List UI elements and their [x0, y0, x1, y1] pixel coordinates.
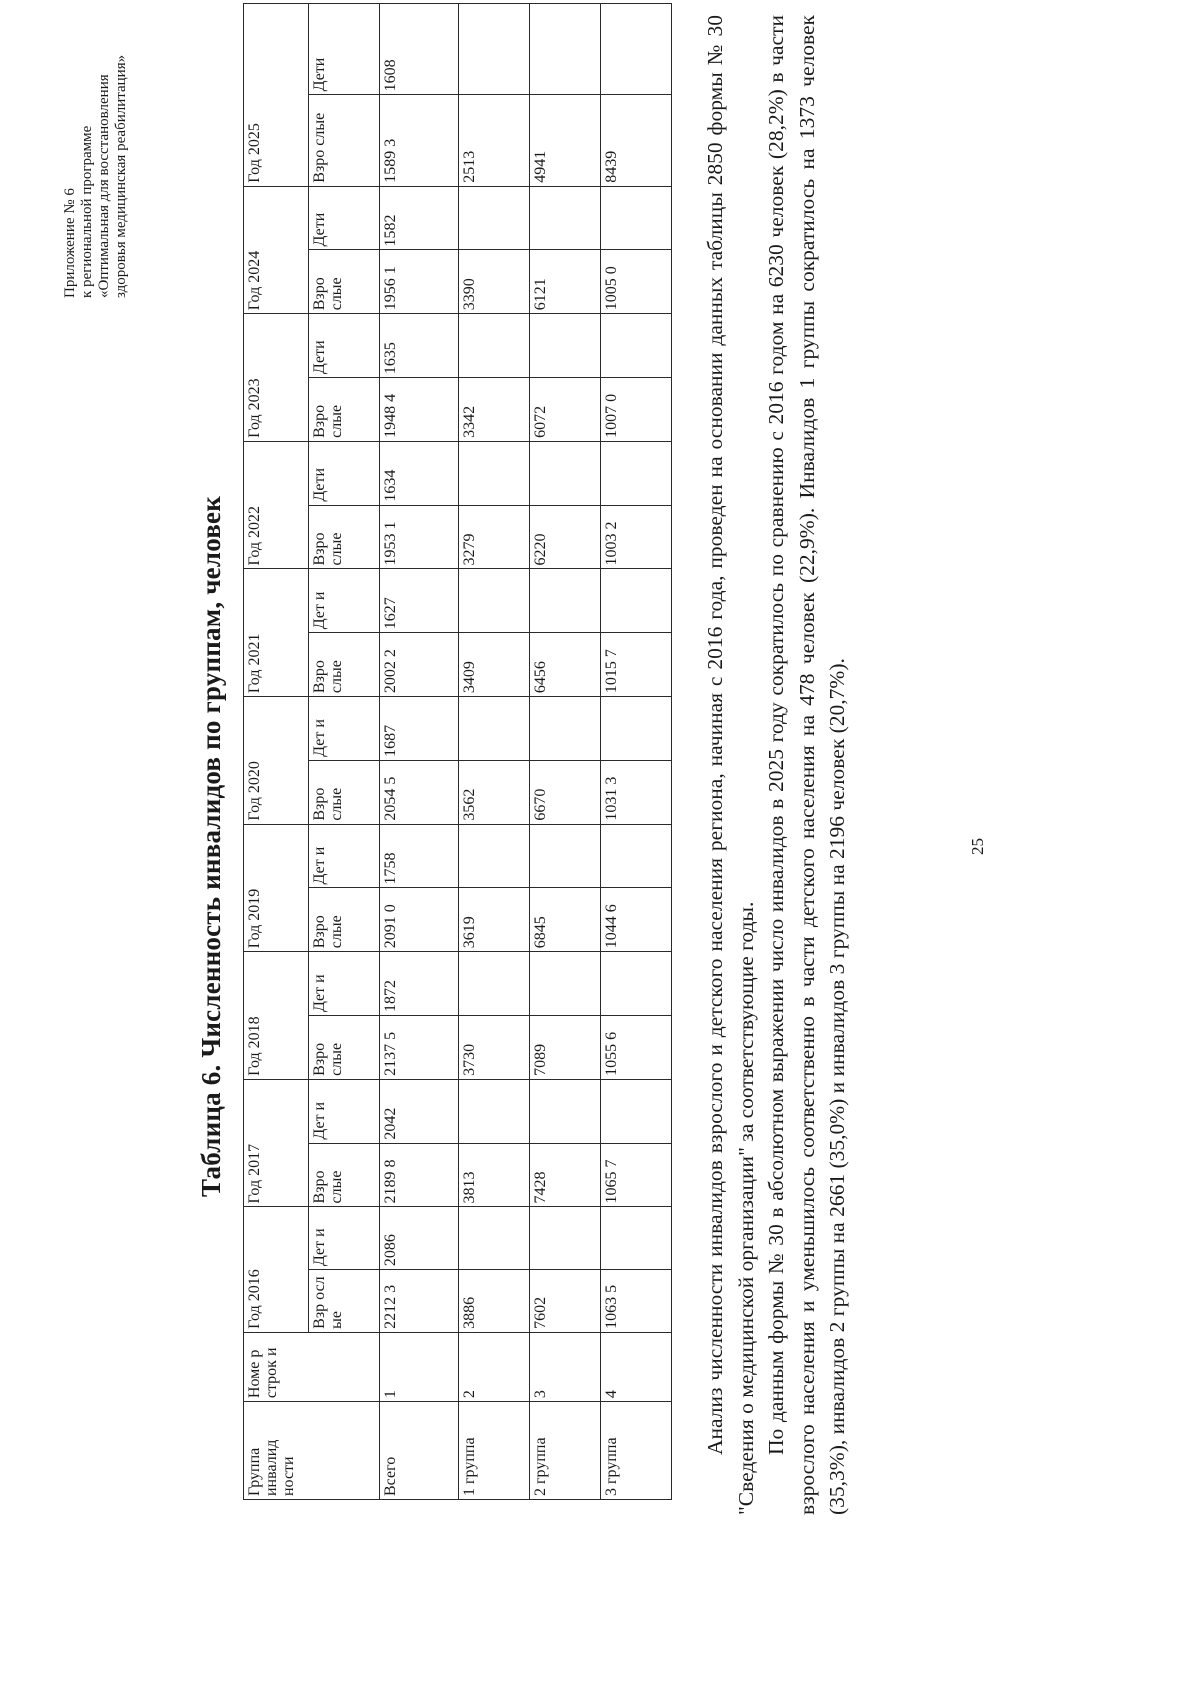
- children-subheader: Дет и: [309, 824, 380, 888]
- adults-value-cell: 1044 6: [601, 888, 672, 952]
- year-header: Год 2022: [244, 441, 309, 569]
- children-value-cell: [459, 952, 530, 1016]
- adults-value-cell: 3279: [459, 505, 530, 569]
- row-number-cell: 1: [380, 1332, 459, 1401]
- group-cell: 3 группа: [601, 1402, 672, 1500]
- year-header-row: [244, 4, 309, 1500]
- adults-value-cell: 3730: [459, 1016, 530, 1080]
- children-value-cell: [530, 1079, 601, 1143]
- adults-value-cell: 1589 3: [380, 95, 459, 186]
- children-value-cell: 1608: [380, 4, 459, 95]
- adults-value-cell: 3390: [459, 250, 530, 314]
- children-value-cell: 1635: [380, 314, 459, 378]
- children-value-cell: [601, 4, 672, 95]
- children-value-cell: 1582: [380, 186, 459, 250]
- adults-value-cell: 1055 6: [601, 1016, 672, 1080]
- group-cell: 2 группа: [530, 1402, 601, 1500]
- adults-value-cell: 3886: [459, 1270, 530, 1333]
- table-row: [459, 4, 530, 1500]
- children-subheader: Дети: [309, 186, 380, 250]
- year-header: Год 2023: [244, 314, 309, 442]
- children-value-cell: [459, 314, 530, 378]
- adults-value-cell: 1063 5: [601, 1270, 672, 1333]
- adults-subheader: Взр осл ые: [309, 1270, 380, 1333]
- adults-value-cell: 3813: [459, 1143, 530, 1207]
- adults-value-cell: 2002 2: [380, 633, 459, 697]
- analysis-paragraph-2: По данным формы № 30 в абсолютном выражении число инвалидов в 2025 году сократилось по сравнению с 2016 годом на 6230 человек (28,2%) в части взрослого населения и уменьшилось соответственно в части детского населения на 478 человек (22,9%). Инвалидов 1 группы сократилось на 1373 человек (35,3%), инвалидов 2 группы на 2661 (35,0%) и инвалидов 3 группы на 2196 человек (20,7%).: [764, 15, 849, 1515]
- children-value-cell: 2086: [380, 1207, 459, 1270]
- children-value-cell: [530, 186, 601, 250]
- adults-value-cell: 6845: [530, 888, 601, 952]
- row-number-cell: 3: [530, 1332, 601, 1401]
- children-value-cell: [601, 314, 672, 378]
- children-value-cell: [601, 441, 672, 505]
- adults-value-cell: 3409: [459, 633, 530, 697]
- adults-value-cell: 2212 3: [380, 1270, 459, 1333]
- year-header: Год 2019: [244, 824, 309, 952]
- children-value-cell: 1634: [380, 441, 459, 505]
- adults-value-cell: 1015 7: [601, 633, 672, 697]
- children-value-cell: [530, 824, 601, 888]
- adults-value-cell: 6670: [530, 760, 601, 824]
- children-value-cell: [601, 697, 672, 761]
- subheader-row: [309, 4, 380, 1500]
- children-value-cell: [601, 1207, 672, 1270]
- adults-value-cell: 6121: [530, 250, 601, 314]
- page-number: 25: [968, 838, 987, 855]
- adults-value-cell: 1948 4: [380, 378, 459, 442]
- adults-subheader: Взро слые: [309, 760, 380, 824]
- adults-value-cell: 2054 5: [380, 760, 459, 824]
- children-subheader: Дет и: [309, 1207, 380, 1270]
- children-subheader: Дет и: [309, 697, 380, 761]
- adults-value-cell: 6072: [530, 378, 601, 442]
- analysis-text: [700, 15, 853, 1515]
- year-header: Год 2018: [244, 952, 309, 1080]
- children-value-cell: [530, 441, 601, 505]
- children-value-cell: [530, 569, 601, 633]
- children-value-cell: [459, 824, 530, 888]
- year-header: Год 2017: [244, 1079, 309, 1207]
- children-value-cell: [601, 569, 672, 633]
- adults-subheader: Взро слые: [309, 378, 380, 442]
- children-subheader: Дет и: [309, 569, 380, 633]
- row-number-cell: 2: [459, 1332, 530, 1401]
- analysis-paragraph-1: Анализ численности инвалидов взрослого и детского населения региона, начиная с 2016 года, проведен на основании данных таблицы 2850 формы № 30 "Сведения о медицинской организации" за соответствующие годы.: [703, 15, 758, 1515]
- children-subheader: Дети: [309, 314, 380, 378]
- adults-value-cell: 6220: [530, 505, 601, 569]
- table-row: [380, 4, 459, 1500]
- table-row: [601, 4, 672, 1500]
- adults-value-cell: 1065 7: [601, 1143, 672, 1207]
- appendix-note: [62, 18, 130, 298]
- children-value-cell: [459, 1207, 530, 1270]
- children-value-cell: [459, 1079, 530, 1143]
- adults-value-cell: 7089: [530, 1016, 601, 1080]
- children-value-cell: [601, 1079, 672, 1143]
- adults-value-cell: 1007 0: [601, 378, 672, 442]
- adults-value-cell: 1956 1: [380, 250, 459, 314]
- children-subheader: Дети: [309, 441, 380, 505]
- adults-subheader: Взро слые: [309, 95, 380, 186]
- children-value-cell: [530, 952, 601, 1016]
- children-value-cell: [459, 697, 530, 761]
- children-value-cell: 1758: [380, 824, 459, 888]
- adults-value-cell: 1953 1: [380, 505, 459, 569]
- year-header: Год 2020: [244, 697, 309, 825]
- year-header: Год 2024: [244, 186, 309, 314]
- adults-value-cell: 8439: [601, 95, 672, 186]
- children-value-cell: [459, 186, 530, 250]
- children-value-cell: [459, 569, 530, 633]
- adults-subheader: Взро слые: [309, 888, 380, 952]
- table-title: Таблица 6. Численность инвалидов по группам, человек: [196, 496, 226, 1197]
- adults-value-cell: 2513: [459, 95, 530, 186]
- children-value-cell: [601, 824, 672, 888]
- children-subheader: Дет и: [309, 952, 380, 1016]
- children-value-cell: 1872: [380, 952, 459, 1016]
- adults-value-cell: 2091 0: [380, 888, 459, 952]
- children-value-cell: [530, 697, 601, 761]
- adults-value-cell: 1031 3: [601, 760, 672, 824]
- adults-value-cell: 2137 5: [380, 1016, 459, 1080]
- adults-value-cell: 6456: [530, 633, 601, 697]
- adults-value-cell: 3562: [459, 760, 530, 824]
- children-value-cell: [530, 4, 601, 95]
- row-number-column-header: Номе р строк и: [244, 1332, 380, 1401]
- adults-value-cell: 3342: [459, 378, 530, 442]
- children-value-cell: 1687: [380, 697, 459, 761]
- row-number-cell: 4: [601, 1332, 672, 1401]
- appendix-line: к региональной программе: [79, 125, 95, 298]
- children-subheader: Дети: [309, 4, 380, 95]
- children-value-cell: [601, 186, 672, 250]
- group-cell: Всего: [380, 1402, 459, 1500]
- disability-table-wrapper: [243, 3, 672, 1500]
- children-value-cell: 2042: [380, 1079, 459, 1143]
- table-body: [380, 4, 672, 1500]
- adults-value-cell: 4941: [530, 95, 601, 186]
- children-value-cell: [459, 4, 530, 95]
- adults-value-cell: 3619: [459, 888, 530, 952]
- children-value-cell: [459, 441, 530, 505]
- children-value-cell: [530, 1207, 601, 1270]
- year-header: Год 2016: [244, 1207, 309, 1332]
- adults-value-cell: 2189 8: [380, 1143, 459, 1207]
- adults-subheader: Взро слые: [309, 250, 380, 314]
- group-cell: 1 группа: [459, 1402, 530, 1500]
- appendix-line: «Оптимальная для восстановления: [96, 74, 112, 298]
- adults-subheader: Взро слые: [309, 633, 380, 697]
- adults-value-cell: 7428: [530, 1143, 601, 1207]
- table-row: [530, 4, 601, 1500]
- adults-subheader: Взро слые: [309, 1143, 380, 1207]
- children-value-cell: [530, 314, 601, 378]
- appendix-line: здоровья медицинская реабилитация»: [113, 54, 129, 298]
- year-header: Год 2021: [244, 569, 309, 697]
- appendix-line: Приложение № 6: [62, 188, 78, 298]
- group-column-header: Группа инвалид ности: [244, 1402, 380, 1500]
- children-value-cell: [601, 952, 672, 1016]
- adults-value-cell: 7602: [530, 1270, 601, 1333]
- adults-value-cell: 1005 0: [601, 250, 672, 314]
- adults-value-cell: 1003 2: [601, 505, 672, 569]
- year-header: Год 2025: [244, 4, 309, 187]
- children-value-cell: 1627: [380, 569, 459, 633]
- children-subheader: Дет и: [309, 1079, 380, 1143]
- adults-subheader: Взро слые: [309, 505, 380, 569]
- adults-subheader: Взро слые: [309, 1016, 380, 1080]
- disability-table: [243, 3, 672, 1500]
